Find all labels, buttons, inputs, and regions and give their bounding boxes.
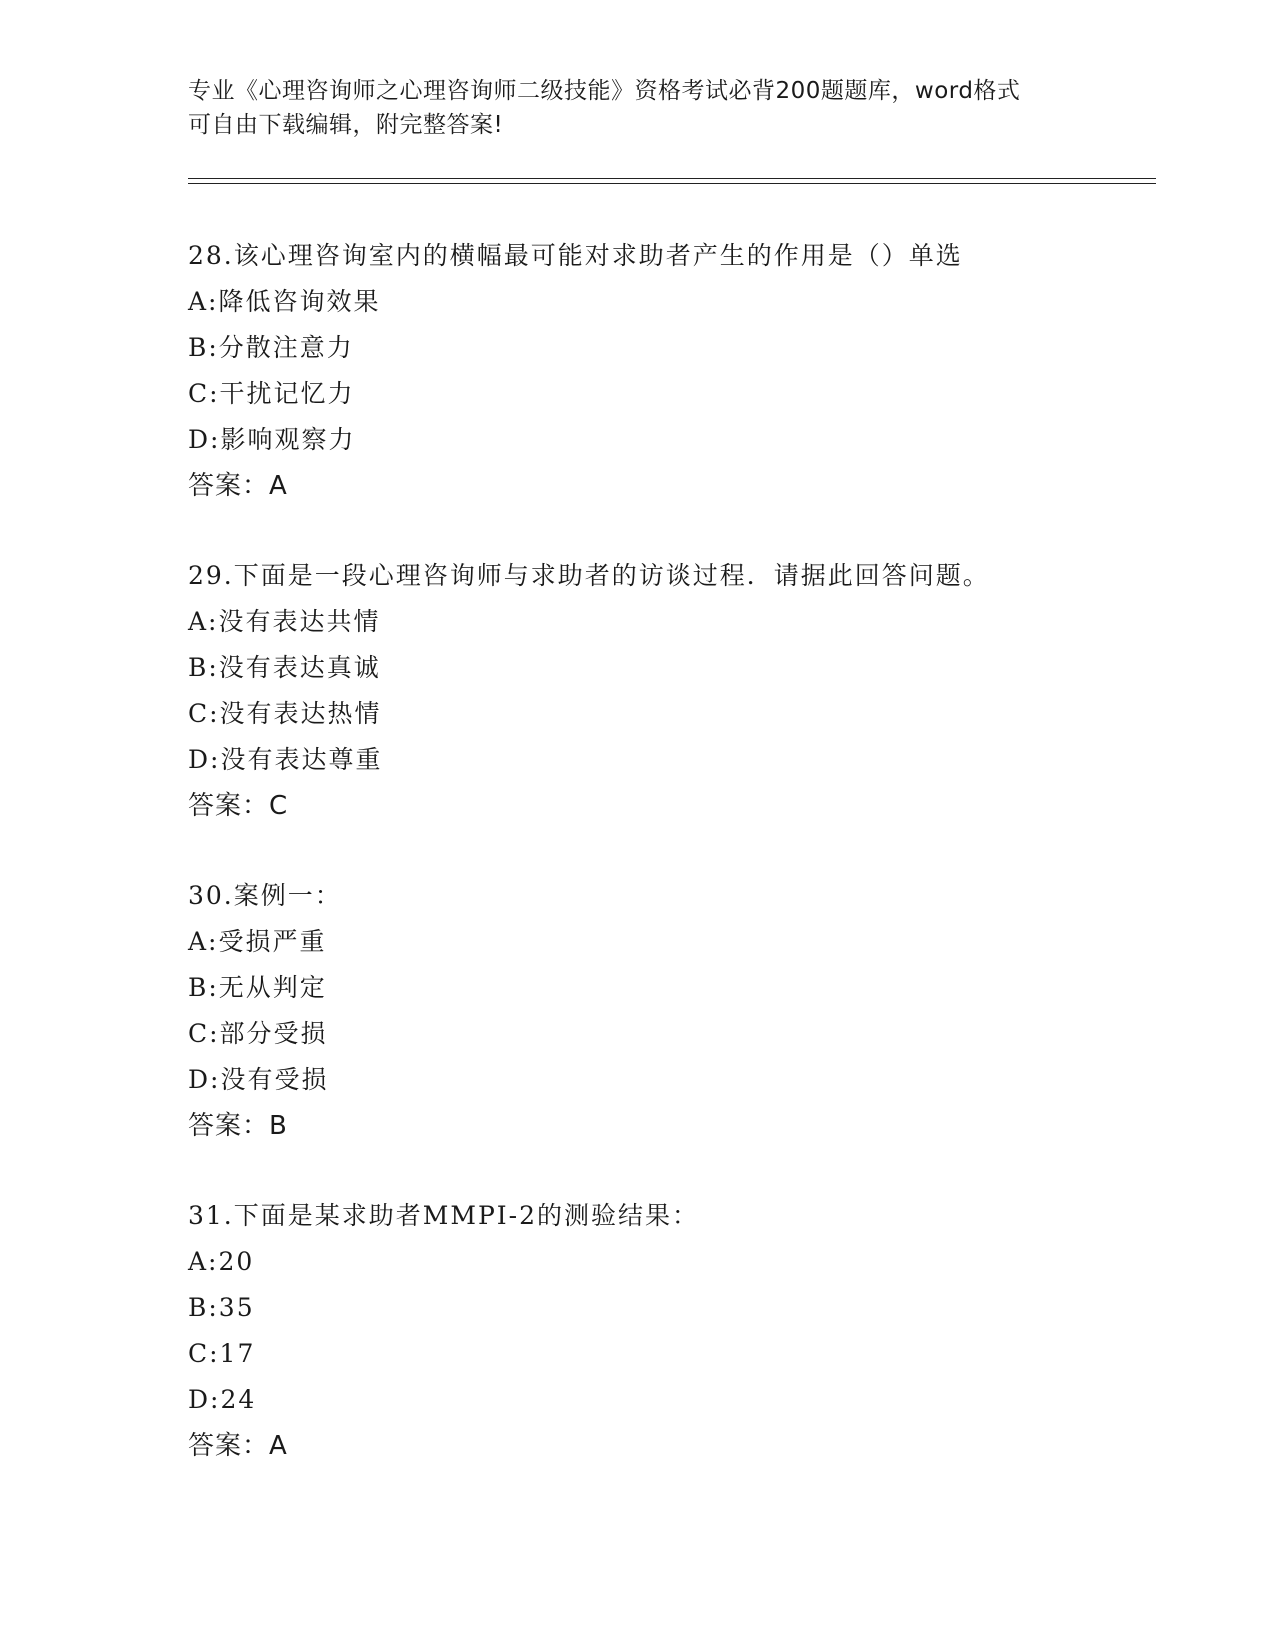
option-b: B:分散注意力 [188,333,354,362]
option-a: A:没有表达共情 [188,607,381,636]
option-c: C:没有表达热情 [188,699,382,728]
question-stem: 29.下面是一段心理咨询师与求助者的访谈过程．请据此回答问题。 [188,561,990,590]
question-28 [188,233,1088,509]
option-d: D:没有受损 [188,1065,329,1094]
header-line-1: 专业《心理咨询师之心理咨询师二级技能》资格考试必背200题题库，word格式 [188,78,1021,104]
option-b: B:35 [188,1293,255,1322]
option-d: D:没有表达尊重 [188,745,383,774]
option-b: B:无从判定 [188,973,327,1002]
answer-label: 答案：A [188,471,288,501]
option-c: C:部分受损 [188,1019,328,1048]
question-stem: 31.下面是某求助者MMPI-2的测验结果： [188,1201,700,1230]
question-stem: 30.案例一： [188,881,342,910]
answer-label: 答案：C [188,791,289,821]
option-a: A:受损严重 [188,927,327,956]
answer-label: 答案：B [188,1111,288,1141]
header-line-2: 可自由下载编辑，附完整答案! [188,112,504,138]
option-b: B:没有表达真诚 [188,653,381,682]
option-c: C:干扰记忆力 [188,379,355,408]
option-a: A:20 [188,1247,255,1276]
option-d: D:影响观察力 [188,425,356,454]
question-29 [188,553,1088,829]
question-31 [188,1193,1088,1469]
option-a: A:降低咨询效果 [188,287,381,316]
question-stem: 28.该心理咨询室内的横幅最可能对求助者产生的作用是（）单选 [188,241,963,270]
header-divider [188,178,1156,184]
document-header [188,74,1088,142]
answer-label: 答案：A [188,1431,288,1461]
question-30 [188,873,1088,1149]
option-c: C:17 [188,1339,256,1368]
option-d: D:24 [188,1385,257,1414]
